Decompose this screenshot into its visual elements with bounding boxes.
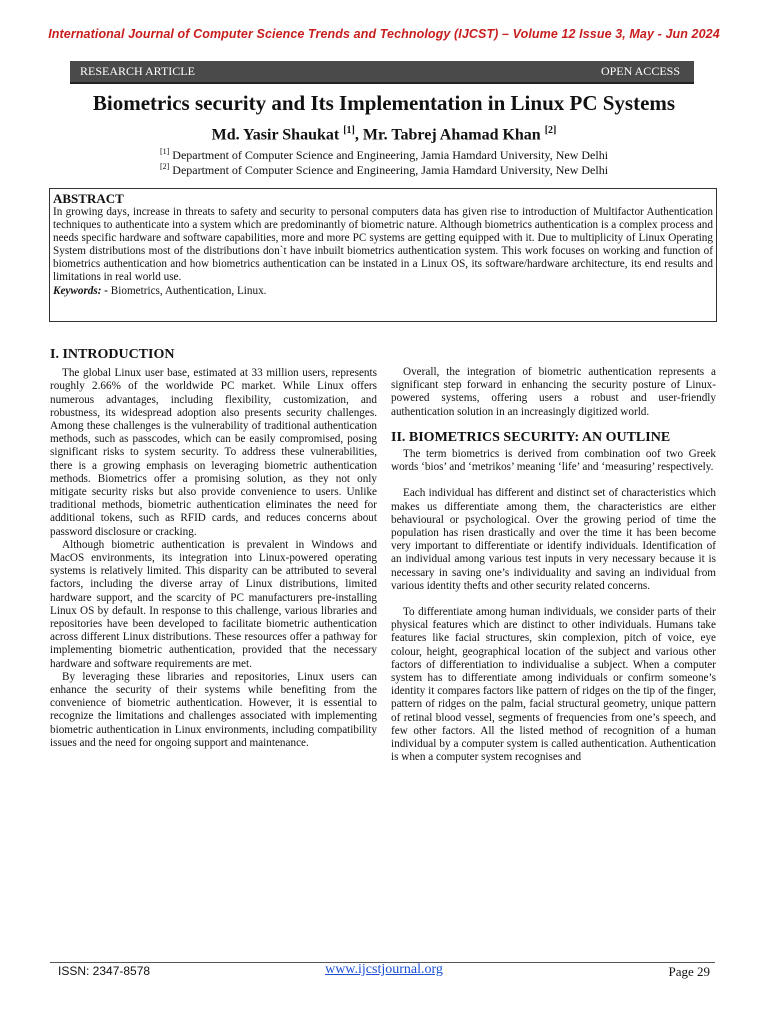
keywords-value: Biometrics, Authentication, Linux.: [108, 284, 267, 297]
paragraph: To differentiate among human individuals, we consider parts of their physical features which are distinct to other individuals. Humans take features like facial structures, skin complexion, pitch of voice, eye colour, height, geographical location of the subject and various other factors of differentiation to individualise a subject. When a computer system has to differentiate among individuals or confirm someone’s identity it compares factors like pattern of ridges on the tip of the finger, pattern of ridges on the palm, facial structural geometry, unique pattern of retinal blood vessel, segments of frequencies from one’s speech, and few other factors. All the listed method of recognition of a human individual by a computer system is called authentication. Authentication is when a computer system recognises and: [391, 606, 716, 764]
paragraph: By leveraging these libraries and repositories, Linux users can enhance the security of their systems while benefiting from the convenience of biometric authentication. However, it is essential to recognize the limitations and challenges associated with implementing biometric authentication in Linux environments, including compatibility issues and the need for ongoing support and maintenance.: [50, 670, 377, 749]
author-separator: ,: [354, 126, 363, 144]
paragraph: Overall, the integration of biometric authentication represents a significant step forward in enhancing the security posture of Linux-powered systems, offering users a robust and user-friendly authentication solution in an increasingly digitized world.: [391, 366, 716, 418]
author-name: Mr. Tabrej Ahamad Khan: [362, 126, 541, 144]
author-ref: [1]: [343, 125, 355, 136]
journal-url-link[interactable]: www.ijcstjournal.org: [325, 962, 443, 977]
keywords-label: Keywords: -: [53, 284, 108, 297]
research-article-label: RESEARCH ARTICLE: [80, 64, 195, 78]
author-name: Md. Yasir Shaukat: [211, 126, 340, 144]
affiliation-ref: [2]: [159, 162, 170, 171]
keywords-line: [53, 285, 713, 298]
journal-header: International Journal of Computer Science Trends and Technology (IJCST) – Volume 12 Issue 3, May - Jun 2024: [48, 27, 720, 41]
section-heading-biometrics: II. BIOMETRICS SECURITY: AN OUTLINE: [391, 429, 671, 445]
paragraph: Each individual has different and distinct set of characteristics which makes us differentiate among them, the characteristics are either behavioural or psychological. Over the growing period of time the population has risen drastically and over the time it has been become very important to differentiate or identify individuals. Identification of an individual among various test inputs in very necessary because it is necessary in saving one’s individuality and saving an individual from various identity thefts and other security related concerns.: [391, 487, 716, 592]
paragraph: The global Linux user base, estimated at 33 million users, represents roughly 2.66% of the worldwide PC market. While Linux offers numerous advantages, including flexibility, customization, and robustness, its widespread adoption also presents security challenges. Among these challenges is the vulnerability of traditional authentication methods, such as passcodes, which can be easily compromised, posing significant risks to system security. To address these vulnerabilities, there is a growing emphasis on leveraging biometric authentication methods. Biometrics offer a promising solution, as they not only mitigate security risks but also provide convenience to users. Unlike traditional methods, biometric authentication eliminates the need for additional tokens, such as RFID cards, and reduces concerns about password disclosure or cracking.: [50, 367, 377, 538]
section-heading-introduction: I. INTRODUCTION: [50, 347, 175, 362]
abstract-text: In growing days, increase in threats to safety and security to personal computers data has given rise to introduction of Multifactor Authentication techniques to authenticate into a system which are predominantly of biometric nature. Although biometrics authentication is a complex process and needs specific hardware and software capabilities, more and more PC systems are getting equipped with it. Due to multiplicity of Linux Operating System distributions most of the distributions don`t have inbuilt biometrics authentication system. This work focuses on working and function of biometrics authentication and how biometrics authentication can be instated in a Linux OS, its software/hardware architecture, its end results and limitations in real world use.: [53, 206, 713, 284]
page-number: Page 29: [668, 964, 710, 979]
affiliation: [0, 162, 768, 178]
affiliation-text: Department of Computer Science and Engineering, Jamia Hamdard University, New Delhi: [172, 148, 609, 162]
affiliation-text: Department of Computer Science and Engineering, Jamia Hamdard University, New Delhi: [172, 163, 609, 177]
abstract-heading: ABSTRACT: [53, 191, 124, 206]
author-line: [0, 125, 768, 144]
right-column: [391, 366, 716, 764]
affiliation: [0, 147, 768, 163]
open-access-label: OPEN ACCESS: [600, 64, 680, 78]
paragraph: Although biometric authentication is prevalent in Windows and MacOS environments, its integration into Linux-powered operating systems is relatively limited. This disparity can be attributed to several factors, including the diverse array of Linux distributions, limited hardware support, and the scarcity of PC manufacturers pre-installing Linux OS by default. In response to this challenge, various libraries and repositories have been developed to facilitate biometric authentication across different Linux distributions. These resources offer a pathway for implementing biometric authentication, provided that the necessary hardware and software requirements are met.: [50, 538, 377, 670]
issn-label: ISSN: 2347-8578: [58, 964, 151, 978]
paragraph: The term biometrics is derived from combination oof two Greek words ‘bios’ and ‘metrikos’ meaning ‘life’ and ‘measuring’ respectively.: [391, 448, 716, 474]
paper-title: Biometrics security and Its Implementation in Linux PC Systems: [92, 91, 676, 115]
article-type-banner: [70, 61, 694, 84]
author-ref: [2]: [544, 125, 557, 136]
abstract-box: [49, 188, 717, 322]
left-column: [50, 348, 377, 750]
affiliation-ref: [1]: [159, 147, 170, 156]
